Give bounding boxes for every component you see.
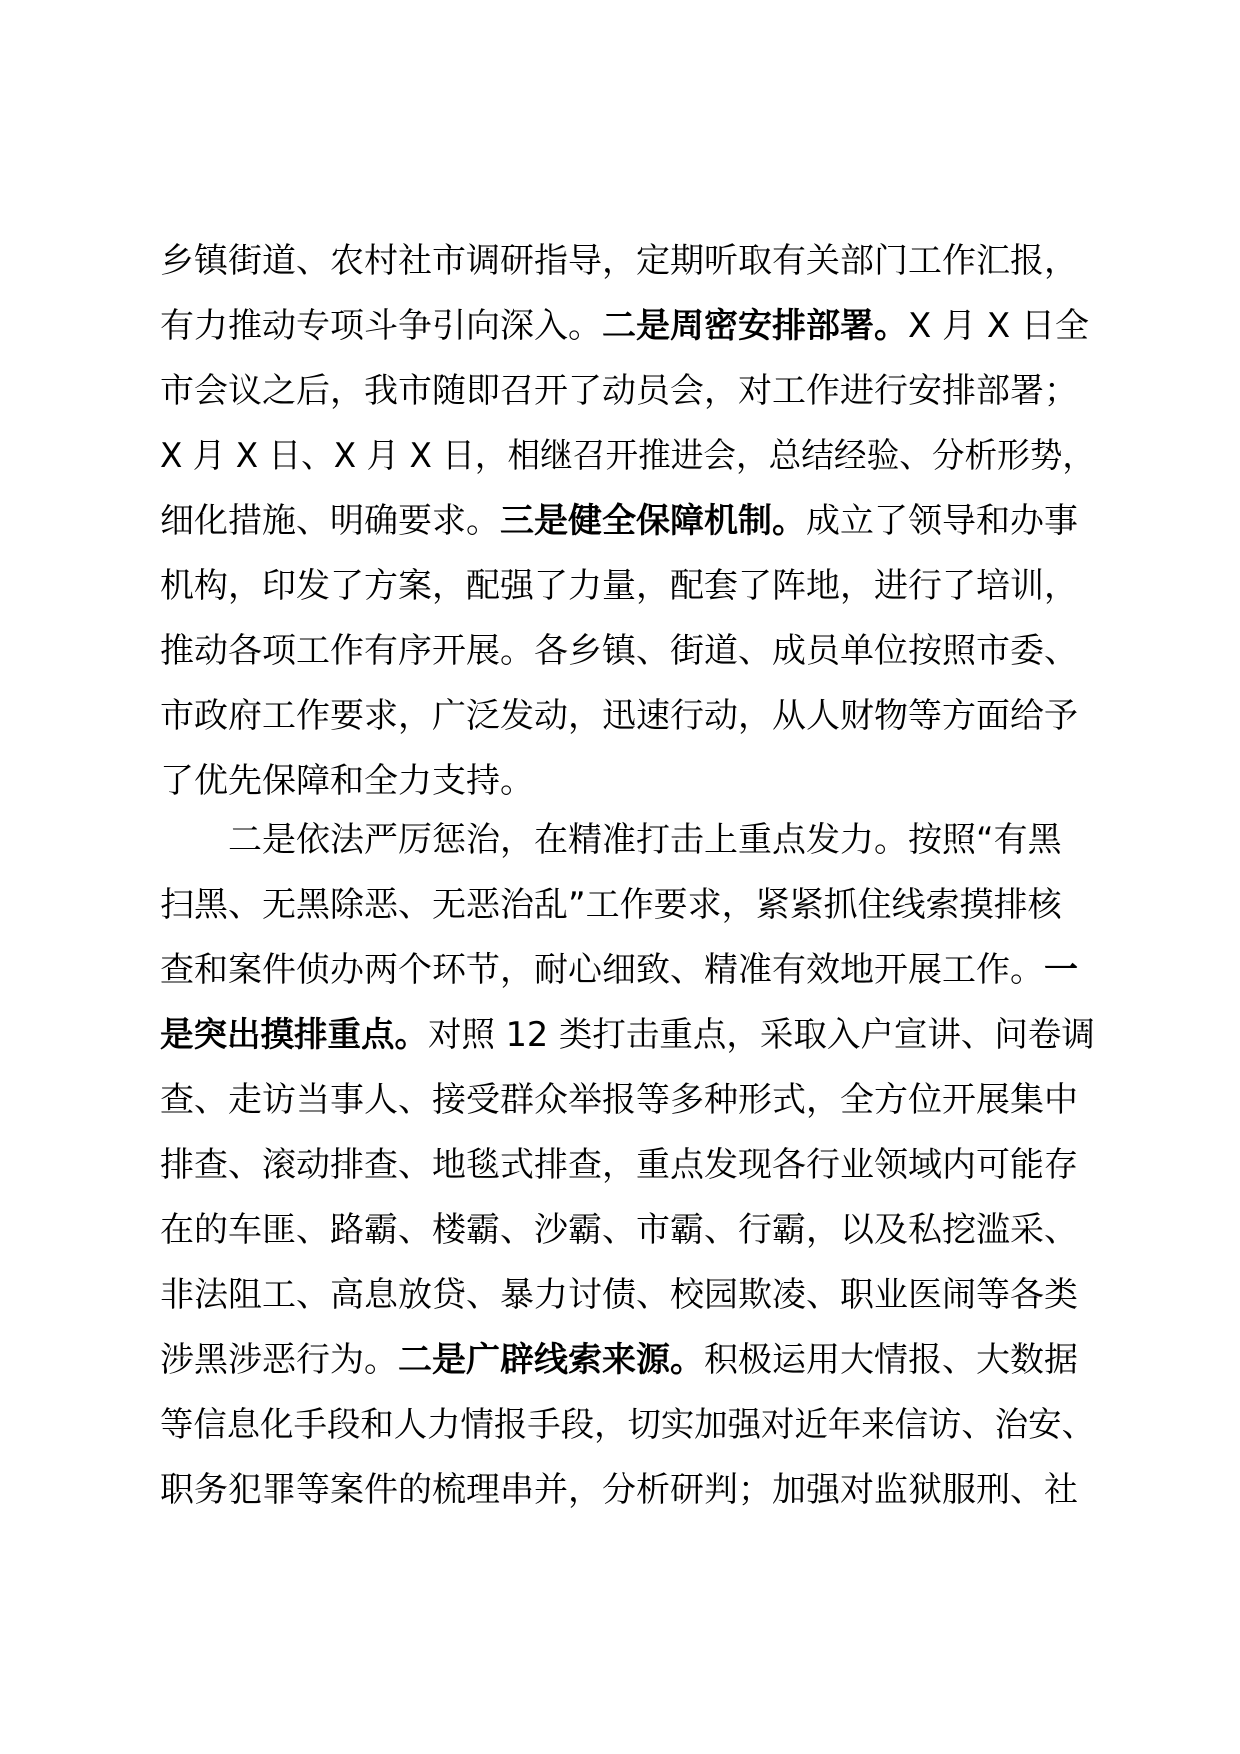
text-run: 职务犯罪等案件的梳理串并，分析研判；加强对监狱服刑、社 <box>160 1470 1078 1510</box>
text-line <box>160 938 1095 1003</box>
text-line <box>160 1328 1095 1393</box>
text-run: 二是依法严厉惩治，在精准打击上重点发力。按照“有黑 <box>228 820 1062 860</box>
bold-heading-run: 二是广辟线索来源。 <box>398 1340 704 1380</box>
text-run: 细化措施、明确要求。 <box>160 501 500 541</box>
bold-heading-run: 三是健全保障机制。 <box>500 501 806 541</box>
paragraph-1 <box>160 229 1095 814</box>
text-run: 有力推动专项斗争引向深入。 <box>160 306 602 346</box>
text-line <box>160 1393 1095 1458</box>
text-run: 机构，印发了方案，配强了力量，配套了阵地，进行了培训， <box>160 566 1078 606</box>
text-line <box>160 873 1095 938</box>
text-run: X 月 X 日、X 月 X 日，相继召开推进会，总结经验、分析形势， <box>160 436 1096 476</box>
text-run: 市政府工作要求，广泛发动，迅速行动，从人财物等方面给予 <box>160 696 1078 736</box>
text-line <box>160 749 1095 814</box>
text-line <box>160 229 1095 294</box>
text-run: 乡镇街道、农村社市调研指导，定期听取有关部门工作汇报， <box>160 241 1078 281</box>
text-run: 查和案件侦办两个环节，耐心细致、精准有效地开展工作。 <box>160 950 1044 990</box>
text-line <box>160 1198 1095 1263</box>
text-run: 排查、滚动排查、地毯式排查，重点发现各行业领域内可能存 <box>160 1145 1078 1185</box>
text-line <box>160 1133 1095 1198</box>
text-run: 成立了领导和办事 <box>806 501 1078 541</box>
text-run: X 月 X 日全 <box>908 306 1090 346</box>
text-line <box>160 1003 1095 1068</box>
text-run: 了优先保障和全力支持。 <box>160 761 534 801</box>
text-run: 等信息化手段和人力情报手段，切实加强对近年来信访、治安、 <box>160 1405 1095 1445</box>
text-line <box>160 808 1095 873</box>
text-run: 查、走访当事人、接受群众举报等多种形式，全方位开展集中 <box>160 1080 1078 1120</box>
text-line <box>160 424 1096 489</box>
text-run: 扫黑、无黑除恶、无恶治乱”工作要求，紧紧抓住线索摸排核 <box>160 885 1062 925</box>
text-line <box>160 619 1095 684</box>
bold-heading-run: 一 <box>1044 950 1078 990</box>
text-run: 积极运用大情报、大数据 <box>704 1340 1078 1380</box>
text-run: 在的车匪、路霸、楼霸、沙霸、市霸、行霸，以及私挖滥采、 <box>160 1210 1078 1250</box>
text-line <box>160 554 1095 619</box>
paragraph-2 <box>160 808 1095 1523</box>
text-run: 非法阻工、高息放贷、暴力讨债、校园欺凌、职业医闹等各类 <box>160 1275 1078 1315</box>
text-line <box>160 1458 1095 1523</box>
text-line <box>160 359 1095 424</box>
text-run: 对照 12 类打击重点，采取入户宣讲、问卷调 <box>427 1015 1095 1055</box>
text-line <box>160 1263 1095 1328</box>
text-line <box>160 684 1095 749</box>
text-run: 市会议之后，我市随即召开了动员会，对工作进行安排部署； <box>160 371 1078 411</box>
text-run: 涉黑涉恶行为。 <box>160 1340 398 1380</box>
text-line <box>160 294 1095 359</box>
text-line <box>160 1068 1095 1133</box>
bold-heading-run: 二是周密安排部署。 <box>602 306 908 346</box>
bold-heading-run: 是突出摸排重点。 <box>160 1015 428 1055</box>
text-run: 推动各项工作有序开展。各乡镇、街道、成员单位按照市委、 <box>160 631 1078 671</box>
text-line <box>160 489 1095 554</box>
